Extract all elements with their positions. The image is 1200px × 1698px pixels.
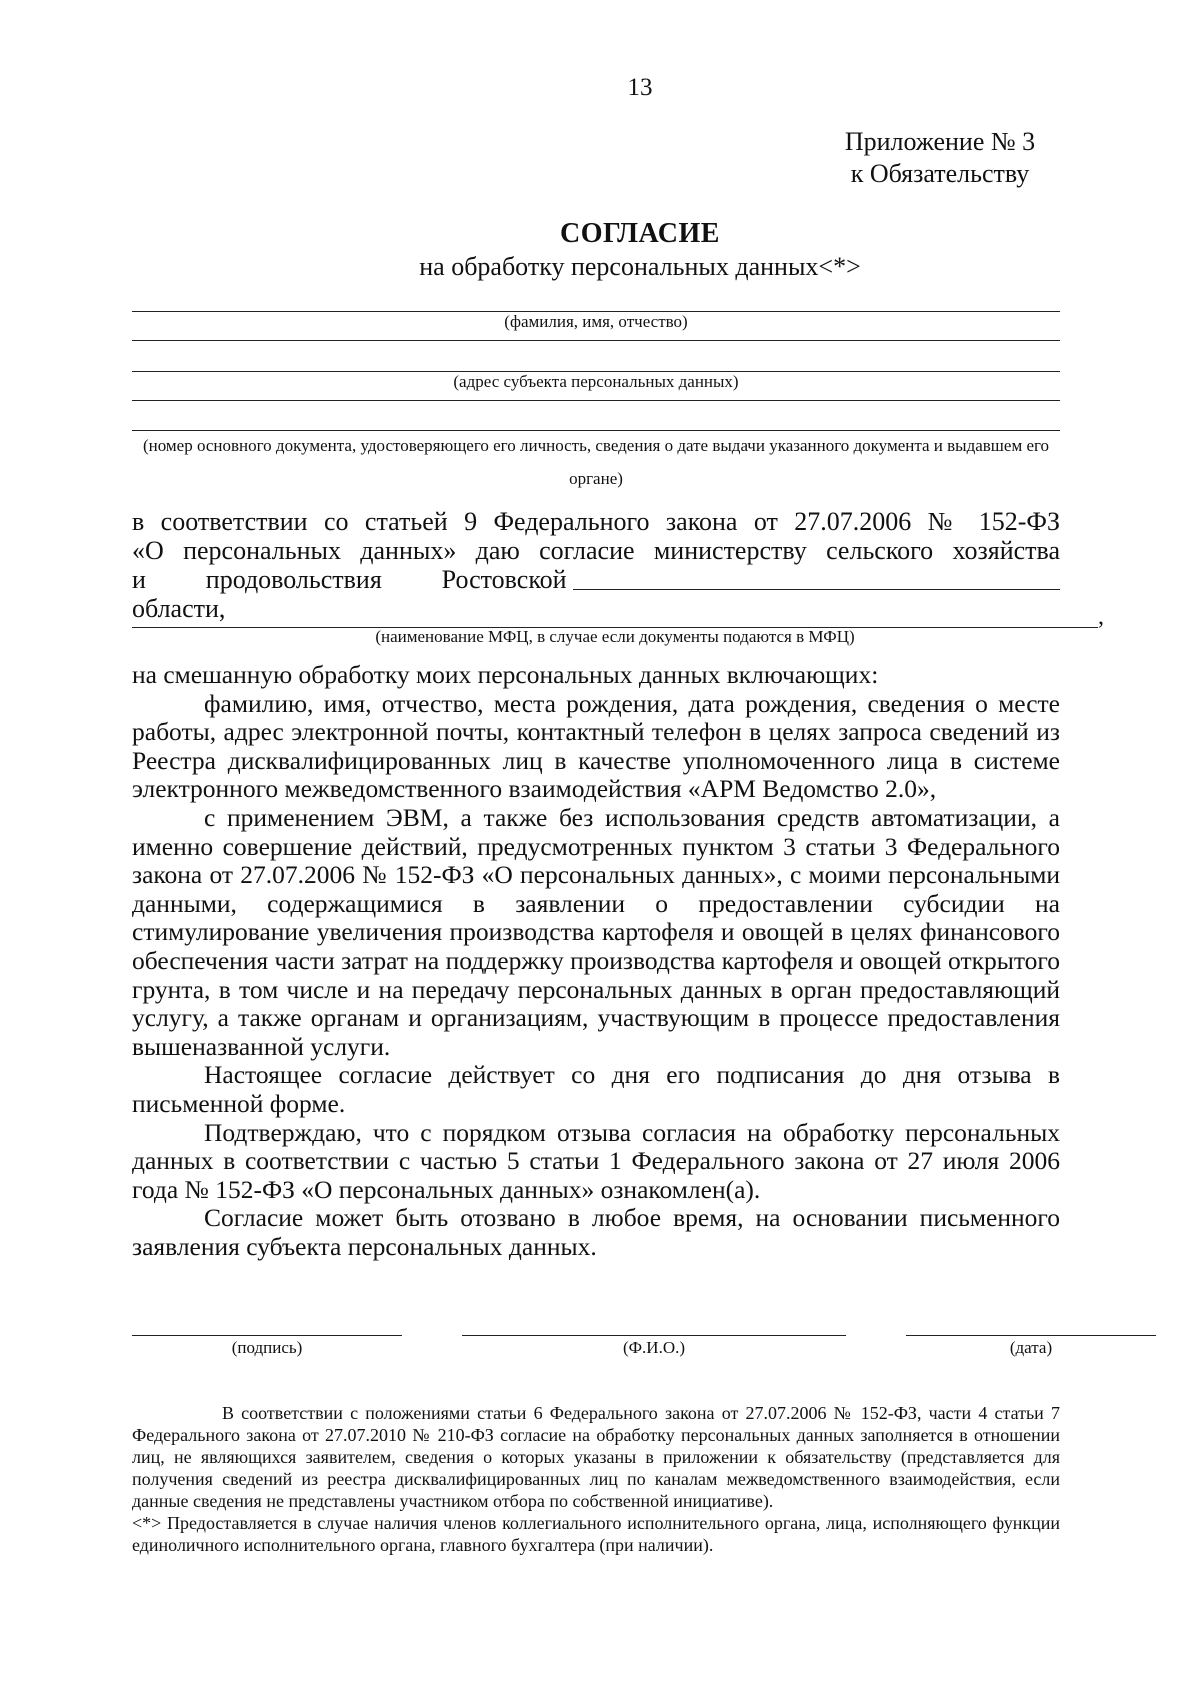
- consent-body: [132, 661, 1060, 1261]
- page-number: 13: [627, 74, 653, 101]
- document-caption-line1: (номер основного документа, удостоверяющего его личность, сведения о дате выдачи указанного документа и выдавшем его: [142, 436, 1050, 455]
- footnote-1: В соответствии с положениями статьи 6 Федерального закона от 27.07.2006 № 152-ФЗ, части 4 статьи 7 Федерального закона от 27.07.2010 № 210-ФЗ согласие на обработку персональных данных заполняется в отношении лиц, не являющихся заявителем, сведения о которых указаны в приложении к обязательству (представляется для получения сведений из реестра дисквалифицированных лиц по каналам межведомственного взаимодействия, если данные сведения не представлены участником отбора по собственной инициативе).: [132, 1403, 1060, 1511]
- address-line-2[interactable]: [132, 400, 1060, 401]
- fio-line-2[interactable]: [132, 340, 1060, 341]
- address-caption: (адрес субъекта персональных данных): [453, 372, 739, 391]
- intro-line-2: «О персональных данных» даю согласие министерству сельского хозяйства: [132, 536, 1060, 565]
- document-subtitle: на обработку персональных данных<*>: [419, 252, 861, 281]
- document-title: СОГЛАСИЕ: [560, 218, 720, 249]
- intro-line-3: и продовольствия Ростовской области,: [132, 565, 567, 623]
- mfc-comma: ,: [1098, 604, 1104, 630]
- body-paragraph-2: фамилию, имя, отчество, места рождения, дата рождения, сведения о месте работы, адрес электронной почты, контактный телефон в целях запроса сведений из Реестра дисквалифицированных лиц в качестве уполномоченного лица в системе электронного межведомственного взаимодействия «АРМ Ведомство 2.0»,: [132, 688, 1060, 804]
- intro-paragraph: [132, 507, 1060, 623]
- fio-caption: (фамилия, имя, отчество): [504, 312, 688, 331]
- document-caption-line2: органе): [569, 469, 623, 488]
- date-caption: (дата): [1009, 1338, 1053, 1357]
- intro-line-1: в соответствии со статьей 9 Федерального закона от 27.07.2006 № 152-ФЗ: [132, 507, 1060, 536]
- body-paragraph-6: Согласие может быть отозвано в любое время, на основании письменного заявления субъекта персональных данных.: [132, 1203, 1060, 1261]
- body-paragraph-3: с применением ЭВМ, а также без использования средств автоматизации, а именно совершение действий, предусмотренных пунктом 3 статьи 3 Федерального закона от 27.07.2006 № 152-ФЗ «О персональных данных», с моими персональными данными, содержащимися в заявлении о предоставлении субсидии на стимулирование увеличения производства картофеля и овощей в целях финансового обеспечения части затрат на поддержку производства картофеля и овощей открытого грунта, в том числе и на передачу персональных данных в орган предоставляющий услугу, а также органам и организациям, участвующим в процессе предоставления вышеназванной услуги.: [132, 802, 1060, 1061]
- appendix-header: [820, 126, 1060, 190]
- body-paragraph-4: Настоящее согласие действует со дня его подписания до дня отзыва в письменной форме.: [132, 1060, 1060, 1118]
- document-caption: [132, 429, 1060, 495]
- signature-caption: (подпись): [231, 1338, 303, 1357]
- ministry-recipient-line[interactable]: [573, 565, 1060, 590]
- body-paragraph-5: Подтверждаю, что с порядком отзыва согласия на обработку персональных данных в соответствии с частью 5 статьи 1 Федерального закона от 27 июля 2006 года № 152-ФЗ «О персональных данных» ознакомлен(а).: [132, 1117, 1060, 1204]
- appendix-reference: к Обязательству: [850, 159, 1030, 188]
- body-paragraph-1: на смешанную обработку моих персональных данных включающих:: [132, 660, 879, 689]
- footnote-2: <*> Предоставляется в случае наличия членов коллегиального исполнительного органа, лица, исполняющего функции единоличного исполнительного органа, главного бухгалтера (при наличии).: [132, 1513, 1060, 1555]
- footnotes: [132, 1402, 1060, 1556]
- fio-signature-caption: (Ф.И.О.): [622, 1338, 686, 1357]
- mfc-caption: (наименование МФЦ, в случае если документы подаются в МФЦ): [375, 627, 855, 646]
- appendix-number: Приложение № 3: [844, 127, 1036, 156]
